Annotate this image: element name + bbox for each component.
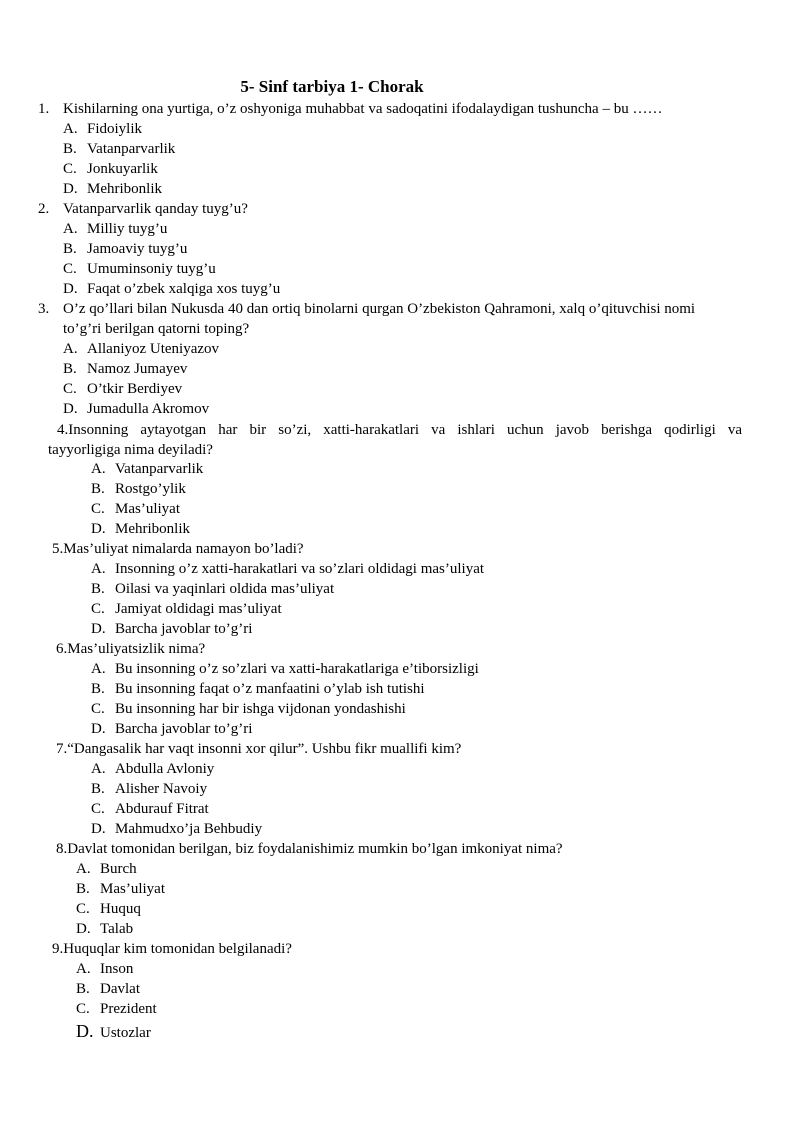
option-1d: D. Mehribonlik — [63, 181, 162, 197]
option-1c: C. Jonkuyarlik — [63, 161, 158, 177]
option-8d: D. Talab — [76, 921, 134, 937]
option-3b: B. Namoz Jumayev — [63, 361, 188, 377]
option-9d: D. Ustozlar — [76, 1021, 151, 1041]
option-5b: B. Oilasi va yaqinlari oldida mas’uliyat — [91, 581, 335, 597]
option-9c: C. Prezident — [76, 1001, 157, 1017]
page-title: 5- Sinf tarbiya 1- Chorak — [240, 77, 424, 96]
option-9a: A. Inson — [76, 961, 134, 977]
question-4: 4.Insonning aytayotgan har bir so’zi, xatti-harakatlari va ishlari uchun javob berishga qodirligi va — [57, 422, 742, 438]
option-6d: D. Barcha javoblar to’g’ri — [91, 721, 253, 737]
option-6a: A. Bu insonning o’z so’zlari va xatti-harakatlariga e’tiborsizligi — [91, 661, 479, 677]
question-4-continuation: tayyorligiga nima deyiladi? — [48, 442, 213, 458]
option-6b: B. Bu insonning faqat o’z manfaatini o’ylab ish tutishi — [91, 681, 425, 697]
option-7a: A. Abdulla Avloniy — [91, 761, 215, 777]
option-8b: B. Mas’uliyat — [76, 881, 165, 897]
question-6: 6.Mas’uliyatsizlik nima? — [56, 641, 206, 657]
question-1 — [38, 99, 662, 119]
question-number: 3. — [38, 301, 50, 317]
option-5a: A. Insonning o’z xatti-harakatlari va so’zlari oldidagi mas’uliyat — [91, 561, 485, 577]
question-9: 9.Huquqlar kim tomonidan belgilanadi? — [52, 941, 292, 957]
option-7d: D. Mahmudxo’ja Behbudiy — [91, 821, 263, 837]
question-text: O’z qo’llari bilan Nukusda 40 dan ortiq binolarni qurgan O’zbekiston Qahramoni, xalq o’qituvchisi nomi — [63, 301, 696, 317]
option-8c: C. Huquq — [76, 901, 141, 917]
option-8a: A. Burch — [76, 861, 137, 877]
option-5c: C. Jamiyat oldidagi mas’uliyat — [91, 601, 282, 617]
question-text: Kishilarning ona yurtiga, o’z oshyoniga muhabbat va sadoqatini ifodalaydigan tushuncha – bu …… — [63, 101, 663, 117]
option-9b: B. Davlat — [76, 981, 140, 997]
option-7c: C. Abdurauf Fitrat — [91, 801, 209, 817]
option-1b: B. Vatanparvarlik — [63, 141, 176, 157]
question-3-continuation: to’g’ri berilgan qatorni toping? — [63, 321, 250, 337]
question-text: Vatanparvarlik qanday tuyg’u? — [63, 201, 248, 217]
option-4a: A. Vatanparvarlik — [91, 461, 204, 477]
question-5: 5.Mas’uliyat nimalarda namayon bo’ladi? — [52, 541, 304, 557]
option-2c: C. Umuminsoniy tuyg’u — [63, 261, 216, 277]
option-3c: C. O’tkir Berdiyev — [63, 381, 183, 397]
option-2b: B. Jamoaviy tuyg’u — [63, 241, 188, 257]
option-2a: A. Milliy tuyg’u — [63, 221, 168, 237]
question-2 — [38, 199, 248, 219]
option-2d: D. Faqat o’zbek xalqiga xos tuyg’u — [63, 281, 281, 297]
question-3 — [38, 299, 695, 319]
question-8: 8.Davlat tomonidan berilgan, biz foydalanishimiz mumkin bo’lgan imkoniyat nima? — [56, 841, 563, 857]
option-4b: B. Rostgo’ylik — [91, 481, 186, 497]
option-6c: C. Bu insonning har bir ishga vijdonan yondashishi — [91, 701, 406, 717]
option-4c: C. Mas’uliyat — [91, 501, 180, 517]
option-5d: D. Barcha javoblar to’g’ri — [91, 621, 253, 637]
question-7: 7.“Dangasalik har vaqt insonni xor qilur”. Ushbu fikr muallifi kim? — [56, 741, 462, 757]
option-3a: A. Allaniyoz Uteniyazov — [63, 341, 220, 357]
option-3d: D. Jumadulla Akromov — [63, 401, 210, 417]
option-1a: A. Fidoiylik — [63, 121, 143, 137]
option-4d: D. Mehribonlik — [91, 521, 190, 537]
question-number: 2. — [38, 201, 50, 217]
option-7b: B. Alisher Navoiy — [91, 781, 208, 797]
question-number: 1. — [38, 101, 50, 117]
